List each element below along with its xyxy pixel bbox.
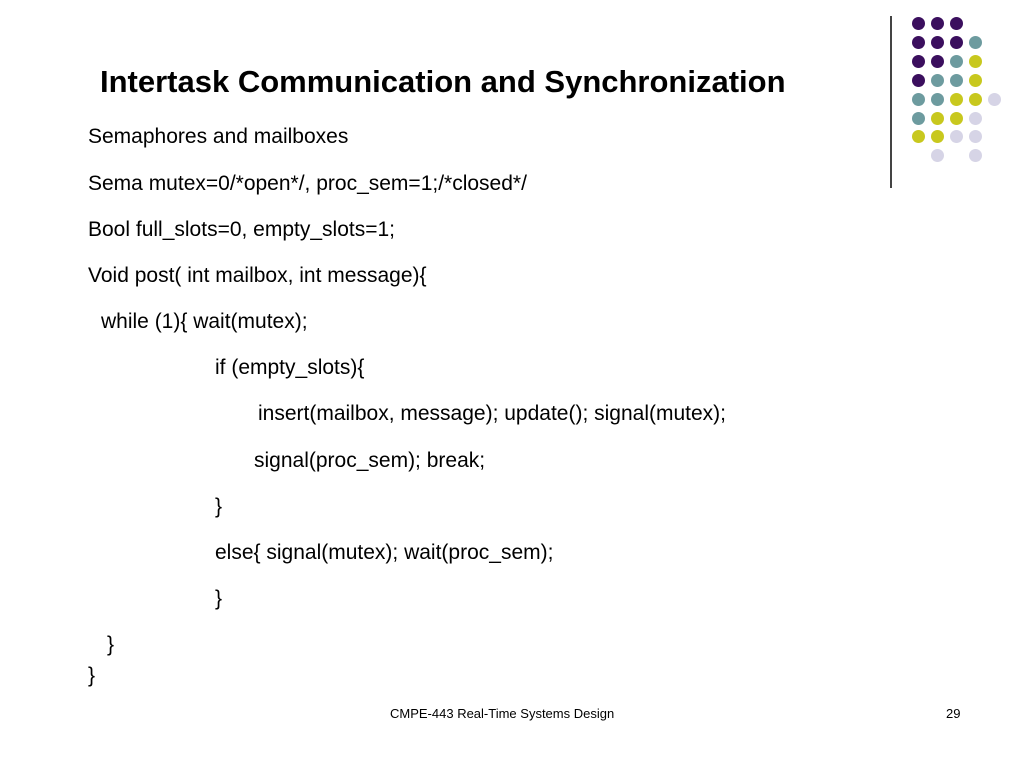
decorative-dot: [931, 149, 944, 162]
body-line-4: Void post( int mailbox, int message){: [88, 264, 427, 287]
decorative-dot: [931, 55, 944, 68]
slide-title: Intertask Communication and Synchronization: [100, 64, 786, 99]
decorative-dot: [931, 112, 944, 125]
decorative-dot: [912, 74, 925, 87]
decorative-dot: [969, 74, 982, 87]
decorative-dot: [912, 36, 925, 49]
body-line-13: }: [88, 664, 96, 687]
decorative-dot: [969, 93, 982, 106]
decorative-dot: [931, 36, 944, 49]
decorative-dot: [912, 17, 925, 30]
decorative-dot: [969, 55, 982, 68]
decorative-dot: [912, 112, 925, 125]
decorative-dot: [912, 55, 925, 68]
decorative-dot: [931, 130, 944, 143]
decorative-dot: [950, 55, 963, 68]
body-line-7: insert(mailbox, message); update(); signal(mutex);: [258, 402, 727, 425]
decorative-dot: [969, 130, 982, 143]
decorative-dot: [931, 17, 944, 30]
body-line-9: }: [215, 495, 223, 518]
body-line-3: Bool full_slots=0, empty_slots=1;: [88, 218, 396, 241]
body-line-5: while (1){ wait(mutex);: [101, 310, 308, 333]
decorative-dot: [912, 130, 925, 143]
decorative-dot: [931, 93, 944, 106]
body-line-8: signal(proc_sem); break;: [254, 449, 486, 472]
body-line-10: else{ signal(mutex); wait(proc_sem);: [215, 541, 554, 564]
decorative-dot: [950, 130, 963, 143]
body-line-11: }: [215, 587, 223, 610]
decorative-dot: [969, 36, 982, 49]
decorative-dot: [969, 112, 982, 125]
decorative-dot: [912, 93, 925, 106]
body-line-2: Sema mutex=0/*open*/, proc_sem=1;/*closed*/: [88, 172, 527, 195]
decorative-dot: [950, 74, 963, 87]
decorative-dot: [950, 17, 963, 30]
decorative-dot: [988, 93, 1001, 106]
body-line-6: if (empty_slots){: [215, 356, 365, 379]
decorative-dot: [950, 36, 963, 49]
decorative-dot: [950, 93, 963, 106]
footer-course: CMPE-443 Real-Time Systems Design: [390, 706, 615, 721]
decorative-dot: [950, 112, 963, 125]
decorative-dot: [969, 149, 982, 162]
body-line-12: }: [107, 633, 115, 656]
page-number: 29: [946, 706, 961, 721]
decorative-dot-grid: [0, 0, 1024, 200]
body-line-1: Semaphores and mailboxes: [88, 125, 349, 148]
decorative-dot: [931, 74, 944, 87]
divider-line: [890, 16, 892, 188]
